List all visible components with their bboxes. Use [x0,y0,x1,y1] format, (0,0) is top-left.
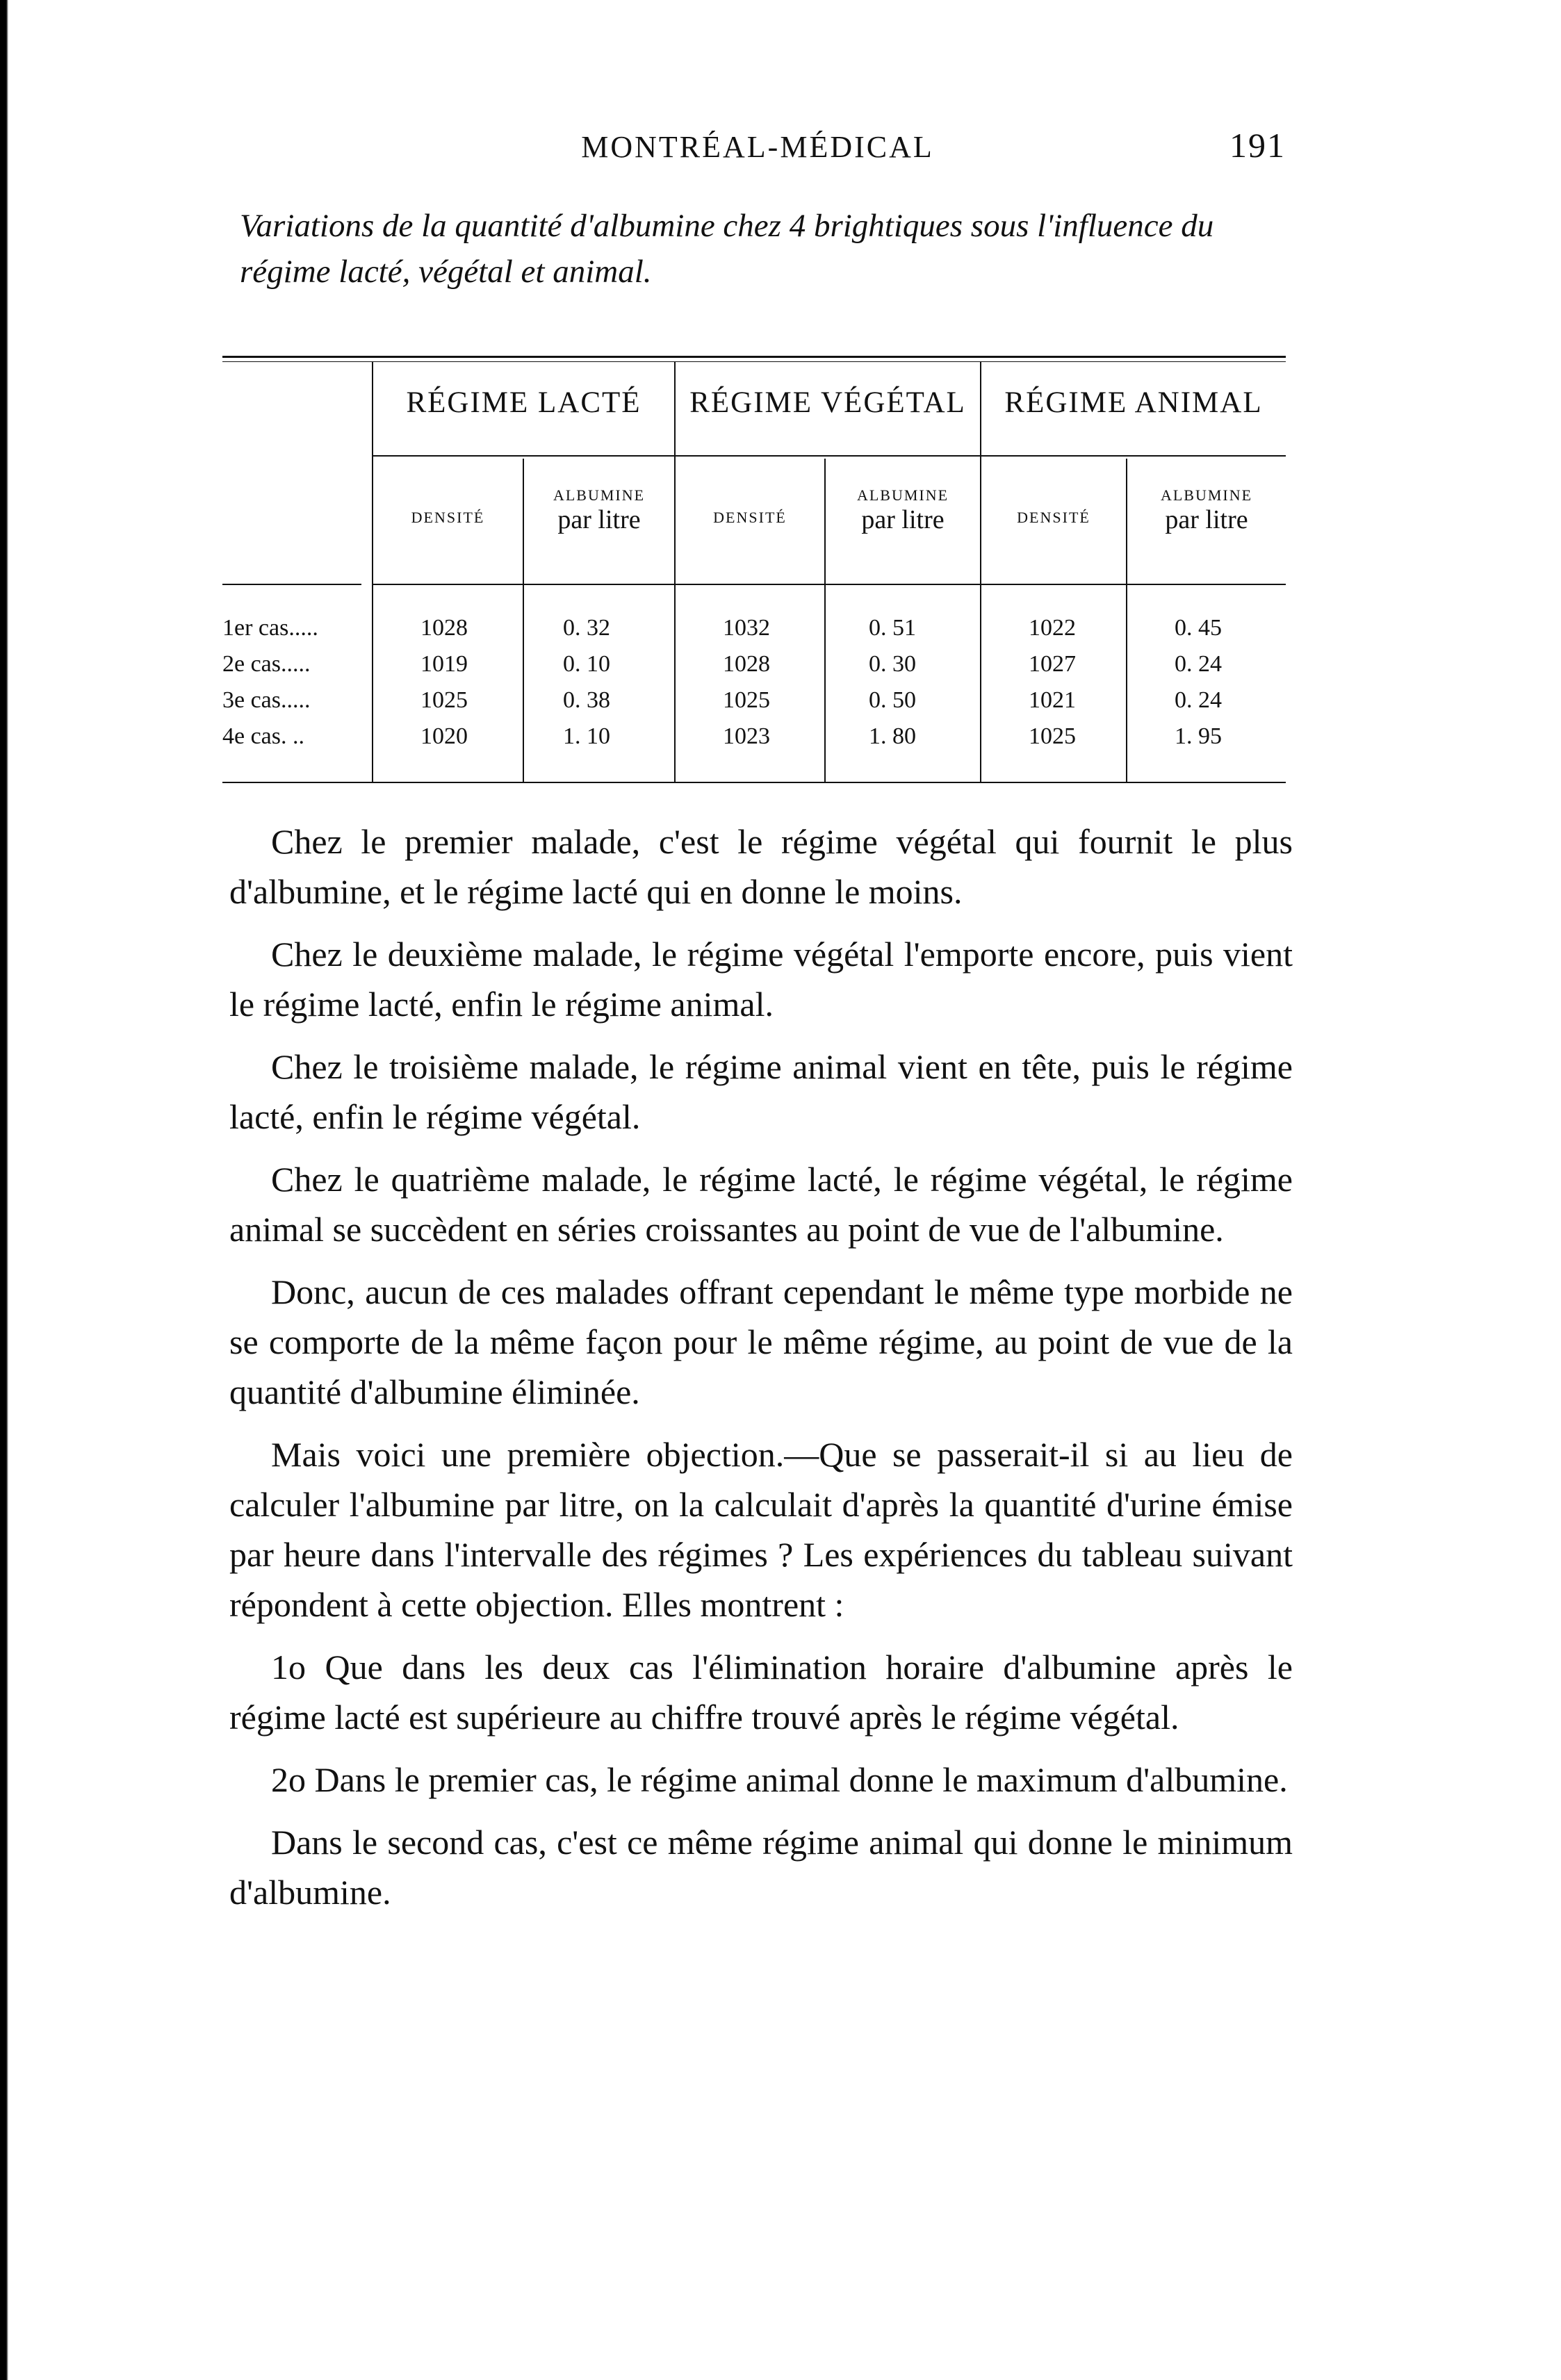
cell-r3-c3: 1025 [723,687,770,713]
page-number: 191 [1229,126,1286,165]
paragraph-9: Dans le second cas, c'est ce même régime animal qui donne le minimum d'albumine. [229,1823,1293,1912]
running-title: MONTRÉAL-MÉDICAL [581,130,934,164]
cell-r3-c2: 0. 38 [563,687,610,713]
paragraph-8: 2o Dans le premier cas, le régime animal donne le maximum d'albumine. [271,1760,1288,1799]
vrule-group-2 [980,361,981,782]
cell-r4-c5: 1025 [1029,723,1076,749]
table-caption: Variations de la quantité d'albumine chez 4 brightiques sous l'influence du régime lacté, végétal et animal. [240,208,1214,290]
subheader-albumine-top: ALBUMINE [553,486,646,504]
cell-r3-c1: 1025 [420,687,468,713]
cell-r3-c5: 1021 [1029,687,1076,713]
cell-r4-c4: 1. 80 [869,723,916,749]
subheader-densite-3: DENSITÉ [1017,509,1090,526]
subheader-albumine-2 [826,486,980,535]
cell-r4-c2: 1. 10 [563,723,610,749]
table-bottom-rule [222,782,1286,783]
paragraph-5: Donc, aucun de ces malades offrant cependant le même type morbide ne se comporte de la même façon pour le même régime, au point de vue de la quantité d'albumine éliminée. [229,1272,1293,1411]
subheader-albumine-3 [1127,486,1286,535]
cell-r2-c5: 1027 [1029,651,1076,677]
page-header [229,125,1286,174]
cell-r2-c2: 0. 10 [563,651,610,677]
subheader-albumine-bottom: par litre [1165,505,1248,534]
albumine-table [222,347,1286,792]
table-top-rule-thin [222,361,1286,362]
cell-r1-c6: 0. 45 [1175,615,1222,641]
cell-r2-c6: 0. 24 [1175,651,1222,677]
paragraph-4: Chez le quatrième malade, le régime lacté, le régime végétal, le régime animal se succèdent en séries croissantes au point de vue de l'albumine. [229,1160,1293,1249]
body-text [229,816,1293,1930]
group-header-rule [372,455,1286,457]
subheader-albumine-top: ALBUMINE [1160,486,1253,504]
group-header-lacte: RÉGIME LACTÉ [406,386,641,419]
vrule-group-1 [674,361,676,782]
subheader-albumine-bottom: par litre [557,505,641,534]
cell-r2-c4: 0. 30 [869,651,916,677]
paragraph-3: Chez le troisième malade, le régime animal vient en tête, puis le régime lacté, enfin le régime végétal. [229,1047,1293,1136]
paragraph-6: Mais voici une première objection.—Que se passerait-il si au lieu de calculer l'albumine par litre, on la calculait d'après la quantité d'urine émise par heure dans l'intervalle des régimes ? Les expériences du tableau suivant répondent à cette objection. Elles montrent : [229,1435,1293,1624]
table-top-rule [222,356,1286,358]
label-column-rule [222,584,361,585]
subheader-densite-1: DENSITÉ [411,509,485,526]
subheader-albumine-1 [524,486,674,535]
row-label-1: 1er cas..... [222,615,318,641]
group-header-animal: RÉGIME ANIMAL [1004,386,1263,419]
binding-edge [0,0,8,2380]
row-label-3: 3e cas..... [222,687,311,713]
vrule-label [372,361,373,782]
group-header-vegetal: RÉGIME VÉGÉTAL [689,386,966,419]
cell-r4-c6: 1. 95 [1175,723,1222,749]
cell-r1-c3: 1032 [723,615,770,641]
cell-r3-c4: 0. 50 [869,687,916,713]
cell-r1-c2: 0. 32 [563,615,610,641]
row-label-2: 2e cas..... [222,651,311,677]
paragraph-2: Chez le deuxième malade, le régime végétal l'emporte encore, puis vient le régime lacté, enfin le régime animal. [229,935,1293,1024]
subheader-albumine-bottom: par litre [861,505,945,534]
paragraph-7: 1o Que dans les deux cas l'élimination horaire d'albumine après le régime lacté est supérieure au chiffre trouvé après le régime végétal. [229,1648,1293,1737]
subheader-rule [372,584,1286,585]
cell-r3-c6: 0. 24 [1175,687,1222,713]
cell-r1-c1: 1028 [420,615,468,641]
cell-r1-c5: 1022 [1029,615,1076,641]
row-label-4: 4e cas. .. [222,723,305,749]
cell-r4-c3: 1023 [723,723,770,749]
cell-r1-c4: 0. 51 [869,615,916,641]
subheader-densite-2: DENSITÉ [713,509,787,526]
cell-r4-c1: 1020 [420,723,468,749]
cell-r2-c3: 1028 [723,651,770,677]
paragraph-1: Chez le premier malade, c'est le régime végétal qui fournit le plus d'albumine, et le régime lacté qui en donne le moins. [229,822,1293,911]
cell-r2-c1: 1019 [420,651,468,677]
subheader-albumine-top: ALBUMINE [856,486,949,504]
